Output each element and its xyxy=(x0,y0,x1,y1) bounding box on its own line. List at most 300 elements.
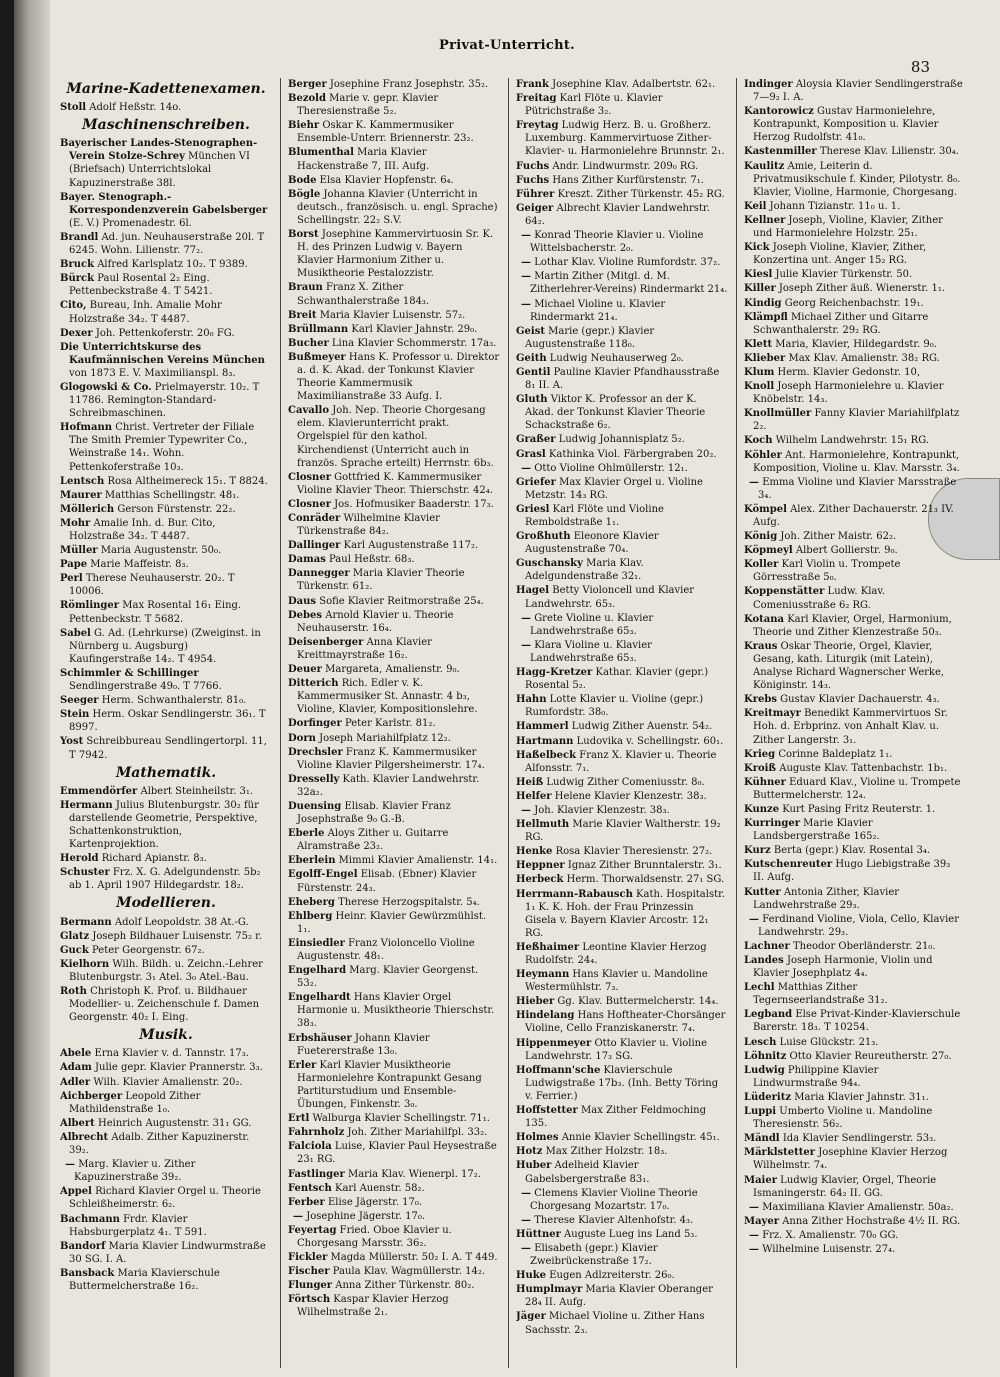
entry-name: Dallinger xyxy=(288,540,341,552)
entry-name: Haßelbeck xyxy=(516,749,577,761)
entry-details: Matthias Schellingstr. 48₁. xyxy=(104,489,240,501)
entry-details: Sofie Klavier Reitmorstraße 25₄. xyxy=(319,595,484,607)
entry-details: Ludwig Klavier, Orgel, Theorie Ismaningerstr. 64₂ II. GG. xyxy=(753,1174,937,1199)
entry-details: Frz. X. Amalienstr. 70₀ GG. xyxy=(762,1229,899,1241)
directory-entry xyxy=(288,512,500,538)
directory-entry xyxy=(60,272,272,298)
entry-details: Therese Klav. Lilienstr. 30₄. xyxy=(819,146,959,158)
directory-entry xyxy=(60,1090,272,1116)
directory-entry xyxy=(288,539,500,552)
entry-name: Grasl xyxy=(516,448,546,460)
entry-name: Roth xyxy=(60,986,87,997)
directory-entry xyxy=(516,448,728,461)
entry-details: Prielmayerstr. 10₂. T 11786. Remington-Standard-Schreibmaschinen. xyxy=(69,381,260,420)
entry-name: Schuster xyxy=(60,867,110,879)
entry-name: Kielhorn xyxy=(60,958,110,970)
entry-name: Einsiedler xyxy=(288,937,345,949)
entry-details: Herm. Oskar Sendlingerstr. 36₁. T 8997. xyxy=(69,709,266,734)
entry-details: Christ. Vertreter der Filiale The Smith Premier Typewriter Co., Weinstraße 14₁. Wohn. Pettenkoferstraße 10₃. xyxy=(69,422,255,473)
directory-entry xyxy=(288,827,500,853)
entry-name: Indinger xyxy=(744,79,793,90)
entry-details: Gustav Klavier Dachauerstr. 4₃. xyxy=(780,694,940,706)
directory-entry xyxy=(60,708,272,734)
entry-name: Lüderitz xyxy=(744,1091,792,1103)
directory-entry xyxy=(60,1047,272,1060)
entry-details: Gottfried K. Kammermusiker Violine Klavier Theor. Thierschstr. 42₄. xyxy=(297,471,493,496)
directory-entry xyxy=(516,188,728,201)
column-2 xyxy=(288,78,500,1368)
directory-entry xyxy=(288,663,500,676)
entry-details: Therese Klavier Altenhofstr. 4₃. xyxy=(534,1214,694,1226)
entry-details: Heinr. Klavier Gewürzmühlst. 1₁. xyxy=(297,910,487,935)
directory-entry xyxy=(288,717,500,730)
entry-details: Paul Rosental 2₂ Eing. Pettenbeckstraße 4. T 5421. xyxy=(69,273,213,298)
entry-name: Knoll xyxy=(744,381,775,393)
entry-details: Karl Klavier Jahnstr. 29₀. xyxy=(351,323,478,335)
entry-name: Ditterich xyxy=(288,678,339,690)
directory-entry xyxy=(744,858,964,884)
entry-name: Klett xyxy=(744,338,773,350)
entry-details: Julie Klavier Türkenstr. 50. xyxy=(775,269,913,281)
entry-name: Perl xyxy=(60,573,83,585)
directory-entry xyxy=(60,327,272,340)
entry-details: Hugo Liebigstraße 39₃ II. Aufg. xyxy=(753,859,951,884)
directory-entry xyxy=(744,338,964,351)
directory-entry xyxy=(744,352,964,365)
entry-details: Marie Klavier Landsbergerstraße 165₂. xyxy=(753,818,880,843)
entry-details: Ludwig Zither Comeniusstr. 8₀. xyxy=(546,776,705,788)
entry-details: Christoph K. Prof. u. Bildhauer Modellier- u. Zeichenschule f. Damen Georgenstr. 40₂ I. Eing. xyxy=(69,986,260,1024)
entry-details: Bureau, Inh. Amalie Mohr Holzstraße 34₂. T 4487. xyxy=(69,300,222,325)
entry-name: Hermann xyxy=(60,799,113,811)
entry-name: Glatz xyxy=(60,930,90,942)
entry-details: Eugen Adlzreiterstr. 26₀. xyxy=(549,1270,675,1282)
entry-details: Richard Klavier Orgel u. Theorie Schleißheimerstr. 6₂. xyxy=(69,1186,261,1211)
directory-entry xyxy=(60,1158,272,1184)
directory-entry xyxy=(516,1131,728,1144)
directory-entry xyxy=(60,958,272,984)
directory-entry xyxy=(516,1009,728,1035)
entry-details: Rosa Klavier Theresienstr. 27₂. xyxy=(555,846,713,858)
entry-name: Kiesl xyxy=(744,269,773,281)
directory-entry xyxy=(744,613,964,639)
entry-details: Leopold Zither Mathildenstraße 1₀. xyxy=(69,1090,201,1115)
entry-details: Heinrich Augustenstr. 31₁ GG. xyxy=(98,1117,252,1129)
entry-details: Joseph Harmonielehre u. Klavier Knöbelstr. 14₃. xyxy=(753,381,944,406)
entry-details: Paul Heßstr. 68₃. xyxy=(329,554,415,566)
directory-entry xyxy=(516,1283,728,1309)
entry-details: Therese Neuhauserstr. 20₂. T 10006. xyxy=(69,573,235,598)
entry-name: — xyxy=(749,913,759,925)
directory-entry xyxy=(516,1214,728,1227)
directory-entry xyxy=(516,720,728,733)
directory-entry xyxy=(516,393,728,432)
directory-entry xyxy=(516,229,728,255)
entry-details: Pauline Klavier Pfandhausstraße 8₁ II. A. xyxy=(525,366,720,392)
entry-name: Löhnitz xyxy=(744,1050,787,1062)
column-divider xyxy=(736,78,737,1368)
directory-entry xyxy=(744,268,964,281)
entry-details: Matthias Zither Tegernseerlandstraße 31₂. xyxy=(753,982,888,1007)
directory-entry xyxy=(60,799,272,851)
entry-name: Ferber xyxy=(288,1196,325,1208)
entry-name: Klum xyxy=(744,366,775,378)
entry-details: Paula Klav. Wagmüllerstr. 14₂. xyxy=(332,1266,486,1278)
directory-entry xyxy=(60,1185,272,1211)
entry-name: Yost xyxy=(60,736,84,748)
entry-details: Georg Reichenbachstr. 19₁. xyxy=(784,297,924,309)
entry-name: Kellner xyxy=(744,214,786,226)
directory-entry xyxy=(744,762,964,775)
entry-details: Leontine Klavier Herzog Rudolfstr. 24₄. xyxy=(525,941,707,966)
entry-details: Rich. Edler v. K. Kammermusiker St. Annastr. 4 b₃, Violine, Klavier, Kompositionslehre. xyxy=(297,678,478,716)
page-number: 83 xyxy=(910,58,930,76)
entry-name: Graßer xyxy=(516,434,556,446)
entry-name: Heiß xyxy=(516,776,544,788)
entry-details: Alex. Zither Dachauerstr. 21₃ IV. Aufg. xyxy=(753,503,954,528)
entry-details: Julius Blutenburgstr. 30₂ für darstellende Geometrie, Perspektive, Schattenkonstruktion, Kartenprojektion. xyxy=(69,799,259,851)
entry-name: Die Unterrichtskurse des Kaufmännischen Vereins München xyxy=(60,341,265,366)
directory-entry xyxy=(516,1310,728,1336)
entry-details: Marg. Klavier Georgenst. 53₂. xyxy=(297,965,479,990)
directory-entry xyxy=(744,407,964,433)
directory-entry xyxy=(516,1269,728,1282)
directory-entry xyxy=(744,776,964,802)
entry-name: Hieber xyxy=(516,996,555,1008)
entry-name: Closner xyxy=(288,498,331,510)
entry-name: Sabel xyxy=(60,627,91,639)
entry-details: Kurt Pasing Fritz Reuterstr. 1. xyxy=(782,803,936,815)
directory-entry xyxy=(516,1242,728,1268)
entry-details: Maria, Klavier, Hildegardstr. 9₀. xyxy=(775,338,937,350)
directory-entry xyxy=(516,202,728,228)
entry-details: Hans Zither Kurfürstenstr. 7₁. xyxy=(552,174,704,186)
entry-name: Bayerischer Landes-Stenographen-Verein Stolze-Schrey xyxy=(60,138,258,163)
directory-entry xyxy=(60,341,272,380)
entry-name: Hoffstetter xyxy=(516,1105,578,1117)
entry-name: Hoffmann'sche xyxy=(516,1064,601,1076)
entry-details: Karl Auenstr. 58₂. xyxy=(334,1182,425,1194)
directory-entry xyxy=(516,693,728,719)
directory-entry xyxy=(60,785,272,798)
entry-name: — xyxy=(521,804,531,816)
directory-entry xyxy=(516,503,728,529)
entry-details: Maria Klav. Adelgundenstraße 32₁. xyxy=(525,558,644,583)
directory-entry xyxy=(288,498,500,511)
directory-entry xyxy=(60,101,272,114)
entry-name: — xyxy=(521,612,531,624)
entry-details: Josephine Franz Josephstr. 35₂. xyxy=(329,79,489,90)
entry-name: Brüllmann xyxy=(288,323,349,335)
directory-entry xyxy=(288,78,500,91)
directory-entry xyxy=(288,567,500,593)
entry-details: Maria Klavier Lindwurmstraße 30 SG. I. A. xyxy=(69,1240,266,1265)
entry-name: Bruck xyxy=(60,259,95,271)
directory-entry xyxy=(60,627,272,666)
entry-details: Julie gepr. Klavier Prannerstr. 3₃. xyxy=(95,1062,263,1074)
directory-entry xyxy=(516,256,728,269)
entry-name: Abele xyxy=(60,1048,92,1060)
entry-name: Hippenmeyer xyxy=(516,1037,592,1049)
directory-entry xyxy=(516,845,728,858)
entry-details: Max Zither Holzstr. 18₃. xyxy=(545,1146,668,1158)
directory-entry xyxy=(744,558,964,584)
directory-columns xyxy=(60,78,963,1368)
entry-details: Auguste Klav. Tattenbachstr. 1b₁. xyxy=(779,762,948,774)
entry-details: Anna Zither Türkenstr. 80₂. xyxy=(335,1280,475,1292)
entry-name: Huke xyxy=(516,1270,547,1282)
directory-entry xyxy=(288,92,500,118)
entry-details: Helene Klavier Klenzestr. 38₃. xyxy=(554,790,707,802)
entry-name: Helfer xyxy=(516,790,552,802)
directory-entry xyxy=(60,299,272,325)
entry-details: Joseph Zither äuß. Wienerstr. 1₁. xyxy=(778,283,946,295)
entry-details: (E. V.) Promenadestr. 6l. xyxy=(69,217,192,229)
entry-name: Jäger xyxy=(516,1311,546,1323)
entry-name: Eberle xyxy=(288,828,325,840)
entry-name: Lentsch xyxy=(60,475,105,487)
directory-entry xyxy=(288,309,500,322)
entry-details: Joseph Harmonie, Violin und Klavier Josephplatz 4₄. xyxy=(753,955,933,980)
entry-name: Kühner xyxy=(744,776,786,788)
entry-name: Aichberger xyxy=(60,1090,123,1102)
entry-details: Marie (gepr.) Klavier Augustenstraße 118₀. xyxy=(525,325,655,350)
section-heading: Maschinenschreiben. xyxy=(82,117,250,134)
directory-entry xyxy=(60,944,272,957)
entry-name: Führer xyxy=(516,188,555,200)
entry-details: Josephine Kammervirtuosin Sr. K. H. des Prinzen Ludwig v. Bayern Klavier Harmonium Zither u. Musiktheorie Pestalozzistr. xyxy=(297,229,494,280)
directory-entry xyxy=(744,981,964,1007)
directory-entry xyxy=(516,995,728,1008)
entry-name: Römlinger xyxy=(60,600,120,612)
entry-name: Borst xyxy=(288,229,319,241)
directory-entry xyxy=(516,1145,728,1158)
entry-details: Andr. Lindwurmstr. 209₀ RG. xyxy=(552,160,699,172)
entry-name: Bögle xyxy=(288,188,321,200)
entry-name: Damas xyxy=(288,554,326,566)
entry-name: Seeger xyxy=(60,695,99,707)
entry-details: Maria Klavierschule Buttermelcherstraße 16₂. xyxy=(69,1267,220,1292)
entry-details: Joh. Pettenkoferstr. 20₀ FG. xyxy=(95,327,235,339)
entry-details: Aloysia Klavier Sendlingerstraße 7—9₂ I. A. xyxy=(753,79,963,104)
entry-name: Bachmann xyxy=(60,1213,120,1225)
directory-entry xyxy=(288,337,500,350)
entry-details: Ludwig Johannisplatz 5₂. xyxy=(558,434,685,446)
directory-entry xyxy=(744,1050,964,1063)
directory-entry xyxy=(288,1210,500,1223)
entry-name: — xyxy=(749,1243,759,1255)
directory-entry xyxy=(288,228,500,280)
directory-entry xyxy=(516,1159,728,1185)
entry-name: Fuchs xyxy=(516,174,550,186)
entry-details: Wilhelmine Luisenstr. 27₄. xyxy=(762,1243,896,1255)
entry-details: Richard Apianstr. 8₃. xyxy=(101,853,207,865)
directory-entry xyxy=(288,1168,500,1181)
entry-details: Betty Violoncell und Klavier Landwehrstr. 65₃. xyxy=(525,585,695,610)
entry-name: Kantorowicz xyxy=(744,106,814,118)
directory-entry xyxy=(744,1146,964,1172)
directory-entry xyxy=(744,1201,964,1214)
directory-entry xyxy=(744,913,964,939)
entry-name: Geiger xyxy=(516,202,554,214)
directory-entry xyxy=(516,735,728,748)
entry-name: Huber xyxy=(516,1160,552,1172)
entry-details: Schreibbureau Sendlingertorpl. 11, T 7942. xyxy=(69,736,267,761)
entry-name: Maurer xyxy=(60,489,102,501)
entry-details: Maria Klavier Jahnstr. 31₁. xyxy=(794,1091,929,1103)
entry-details: Grete Violine u. Klavier Landwehrstraße 65₃. xyxy=(530,612,654,637)
directory-entry xyxy=(60,599,272,625)
directory-entry xyxy=(516,888,728,940)
entry-name: Blumenthal xyxy=(288,147,354,159)
directory-entry xyxy=(60,1213,272,1239)
entry-details: Franz X. Klavier u. Theorie Alfonsstr. 7₁. xyxy=(525,749,717,774)
entry-name: Heßhaimer xyxy=(516,941,580,953)
entry-name: Kindig xyxy=(744,297,782,309)
entry-details: Gustav Harmonielehre, Kontrapunkt, Komposition u. Klavier Herzog Rudolfstr. 41₀. xyxy=(753,106,939,144)
directory-entry xyxy=(288,746,500,772)
entry-details: Max Rosental 16₁ Eing. Pettenbeckstr. T 5682. xyxy=(69,600,242,625)
entry-name: Hindelang xyxy=(516,1010,575,1022)
directory-entry xyxy=(288,188,500,227)
entry-name: Gluth xyxy=(516,394,548,406)
directory-entry xyxy=(288,404,500,469)
entry-name: Brandl xyxy=(60,231,99,243)
entry-name: Dannegger xyxy=(288,568,350,580)
entry-details: Max Zither Feldmoching 135. xyxy=(525,1105,706,1130)
entry-details: Therese Herzogspitalstr. 5₄. xyxy=(338,896,480,908)
entry-name: Glogowski & Co. xyxy=(60,381,152,393)
directory-entry xyxy=(60,258,272,271)
directory-entry xyxy=(288,1126,500,1139)
entry-details: Max Klavier Orgel u. Violine Metzstr. 14₃ RG. xyxy=(525,476,703,501)
entry-details: Johanna Klavier (Unterricht in deutsch., französisch. u. engl. Sprache) Schellingstr. 22₂ S.V. xyxy=(297,188,498,226)
directory-entry xyxy=(60,1076,272,1089)
entry-details: Ida Klavier Sendlingerstr. 53₃. xyxy=(782,1133,937,1145)
directory-entry xyxy=(744,640,964,692)
directory-entry xyxy=(744,1132,964,1145)
entry-name: Bürck xyxy=(60,273,95,285)
directory-entry xyxy=(516,776,728,789)
entry-name: Märklstetter xyxy=(744,1147,816,1159)
entry-name: Möllerich xyxy=(60,503,115,515)
directory-entry xyxy=(288,868,500,894)
directory-entry xyxy=(744,748,964,761)
entry-name: — xyxy=(521,462,531,474)
directory-entry xyxy=(288,1182,500,1195)
directory-entry xyxy=(516,78,728,91)
directory-entry xyxy=(288,910,500,936)
entry-name: Bußmeyer xyxy=(288,351,346,363)
entry-details: Theodor Oberländerstr. 21₀. xyxy=(792,940,936,952)
entry-details: Maria Augustenstr. 50₀. xyxy=(100,545,222,557)
entry-name: Duensing xyxy=(288,800,342,812)
directory-entry xyxy=(744,449,964,475)
directory-entry xyxy=(60,572,272,598)
entry-name: Hahn xyxy=(516,694,547,706)
entry-name: Kutter xyxy=(744,886,781,898)
entry-details: Otto Klavier Reureutherstr. 27₀. xyxy=(789,1050,952,1062)
entry-details: Johann Klavier Fuetererstraße 13₀. xyxy=(297,1032,430,1057)
entry-name: Guschansky xyxy=(516,558,583,570)
entry-details: Amie, Leiterin d. Privatmusikschule f. Kinder, Pilotystr. 8₀. Klavier, Violine, Harmonie, Chorgesang. xyxy=(753,160,961,198)
entry-details: Elisab. Klavier Franz Josephstraße 9₀ G.-B. xyxy=(297,800,451,826)
directory-entry xyxy=(60,694,272,707)
directory-entry xyxy=(60,517,272,543)
directory-entry xyxy=(60,475,272,488)
entry-details: Ludw. Klav. Comeniusstraße 6₂ RG. xyxy=(753,586,886,611)
directory-entry xyxy=(516,818,728,844)
entry-details: Martin Zither (Mitgl. d. M. Zitherlehrer-Vereins) Rindermarkt 21₄. xyxy=(530,271,728,296)
entry-name: Klieber xyxy=(744,352,786,364)
entry-details: Hans K. Professor u. Direktor a. d. K. Akad. der Tonkunst Klavier Theorie Kammermusik Maximilianstraße 33 Aufg. I. xyxy=(297,351,500,403)
entry-name: Bucher xyxy=(288,337,329,349)
directory-entry xyxy=(60,1061,272,1074)
entry-name: — xyxy=(521,1214,531,1226)
entry-details: Albert Gollierstr. 9₀. xyxy=(795,545,898,557)
entry-name: Lachner xyxy=(744,940,790,952)
entry-name: Herrmann-Rabausch xyxy=(516,888,633,900)
entry-name: Egolff-Engel xyxy=(288,869,358,881)
entry-name: Eheberg xyxy=(288,896,335,908)
directory-entry xyxy=(744,200,964,213)
directory-entry xyxy=(744,954,964,980)
entry-name: Kutschenreuter xyxy=(744,859,833,871)
entry-details: Eduard Klav., Violine u. Trompete Buttermelcherstr. 12₄. xyxy=(753,776,961,801)
entry-name: — xyxy=(749,1229,759,1241)
directory-entry xyxy=(60,503,272,516)
entry-details: Kath. Klavier Landwehrstr. 32a₂. xyxy=(297,773,480,798)
entry-name: Kaulitz xyxy=(744,160,785,172)
directory-entry xyxy=(288,1265,500,1278)
directory-entry xyxy=(288,636,500,662)
entry-name: Hartmann xyxy=(516,735,574,747)
entry-details: Jos. Hofmusiker Baaderstr. 17₃. xyxy=(334,498,494,510)
entry-details: Benedikt Kammervirtuos Sr. Hoh. d. Erbprinz. von Anhalt Klav. u. Zither Langerstr. 3₁. xyxy=(753,708,948,746)
entry-name: Pape xyxy=(60,559,88,571)
entry-details: Klara Violine u. Klavier Landwehrstraße 65₃. xyxy=(530,639,652,664)
directory-entry xyxy=(60,866,272,892)
directory-entry xyxy=(288,595,500,608)
entry-details: Michael Zither und Gitarre Schwanthalerstr. 29₂ RG. xyxy=(753,311,929,336)
entry-details: Maria Klavier Theorie Türkenstr. 61₂. xyxy=(297,568,465,593)
directory-entry xyxy=(744,1091,964,1104)
entry-name: Kömpel xyxy=(744,503,787,515)
entry-details: Josephine Jägerstr. 17₀. xyxy=(306,1210,426,1222)
entry-name: — xyxy=(521,271,531,283)
entry-details: Annie Klavier Schellingstr. 45₁. xyxy=(561,1132,720,1144)
directory-entry xyxy=(516,92,728,118)
directory-entry xyxy=(744,214,964,240)
entry-details: München VI (Briefsach) Unterrichtslokal Kapuzinerstraße 38l. xyxy=(69,151,250,189)
entry-details: von 1873 E. V. Maximilianspl. 8₃. xyxy=(69,367,236,379)
entry-name: Closner xyxy=(288,471,331,483)
directory-entry xyxy=(516,1104,728,1130)
entry-name: Stein xyxy=(60,709,90,721)
entry-details: Frdr. Klavier Habsburgerplatz 4₁. T 591. xyxy=(69,1213,207,1238)
entry-name: Herold xyxy=(60,853,99,865)
directory-entry xyxy=(288,609,500,635)
entry-details: Joh. Zither Mariahilfpl. 33₂. xyxy=(347,1127,488,1139)
entry-details: Wilhelm Landwehrstr. 15₁ RG. xyxy=(775,435,930,447)
entry-name: Fickler xyxy=(288,1252,328,1264)
entry-name: Ehlberg xyxy=(288,910,333,922)
entry-details: Karl Flöte und Violine Remboldstraße 1₁. xyxy=(525,503,664,528)
column-divider xyxy=(508,78,509,1368)
directory-entry xyxy=(744,530,964,543)
directory-entry xyxy=(744,105,964,144)
entry-name: Holmes xyxy=(516,1132,559,1144)
